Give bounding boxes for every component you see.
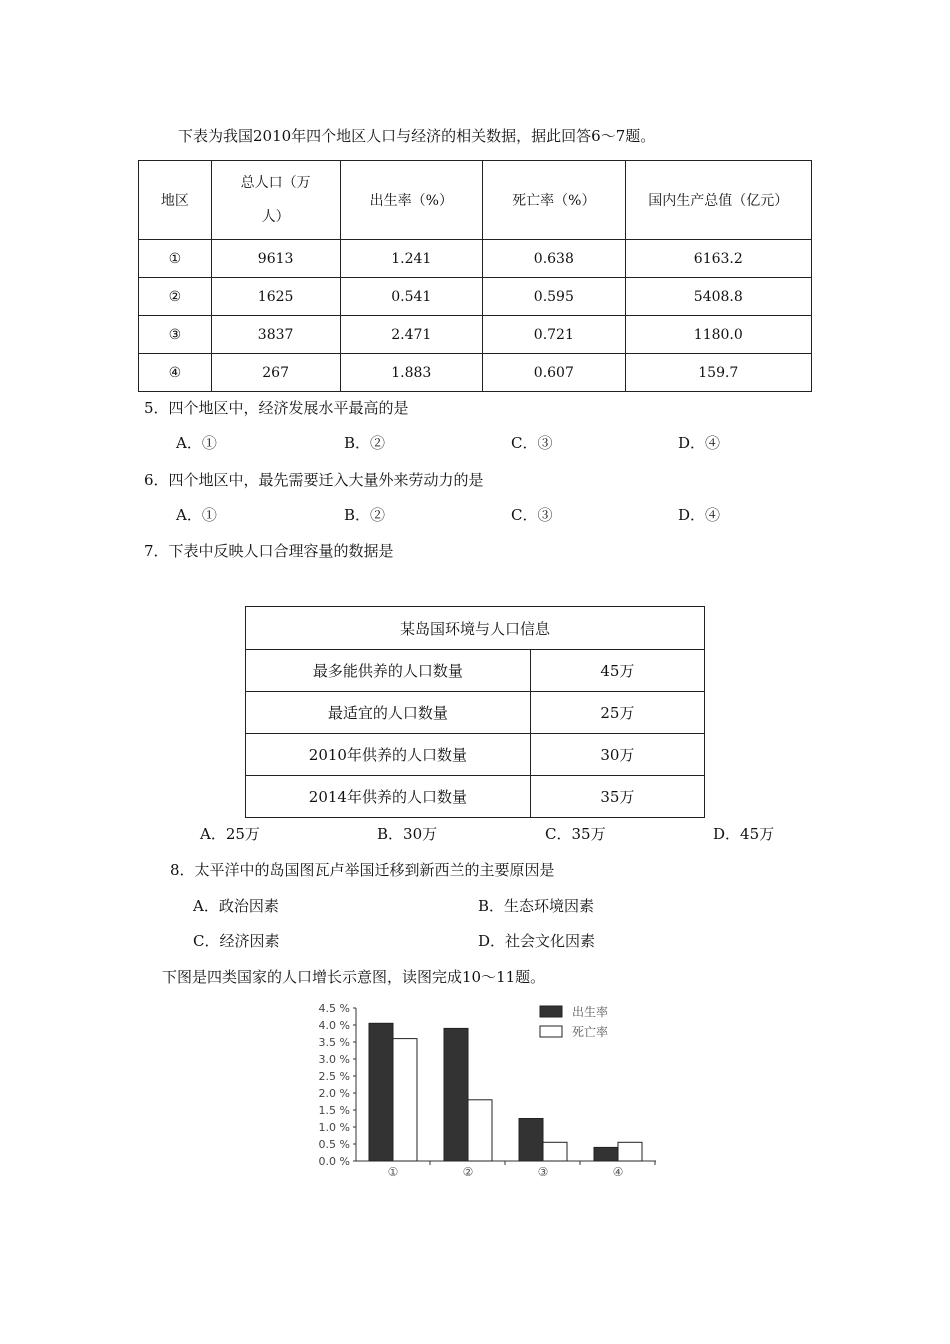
y-tick-label: 0.5 % (318, 1138, 350, 1151)
table-cell: 45万 (530, 650, 704, 692)
question-7-option-a[interactable]: A．25万 (200, 825, 260, 843)
table-cell: 3837 (211, 316, 340, 354)
question-8-option-b[interactable]: B．生态环境因素 (478, 897, 595, 915)
bar-death-rate (618, 1142, 642, 1161)
table-cell: ① (139, 240, 212, 278)
question-6-stem: 6．四个地区中，最先需要迁入大量外来劳动力的是 (144, 471, 484, 489)
table-cell: 0.607 (483, 354, 626, 392)
y-tick-label: 3.5 % (318, 1036, 350, 1049)
legend-swatch (540, 1006, 562, 1017)
question-5-stem: 5．四个地区中，经济发展水平最高的是 (144, 399, 409, 417)
bar-birth-rate (594, 1147, 618, 1161)
question-7-stem: 7．下表中反映人口合理容量的数据是 (144, 542, 394, 560)
table-cell: 2.471 (340, 316, 483, 354)
y-tick-label: 4.5 % (318, 1002, 350, 1015)
header-birth-rate: 出生率（%） (340, 161, 483, 240)
table-row (246, 692, 705, 734)
question-8-option-c[interactable]: C．经济因素 (193, 932, 280, 950)
population-growth-chart (290, 998, 670, 1184)
table-cell: 25万 (530, 692, 704, 734)
table-row (139, 240, 812, 278)
legend-swatch (540, 1026, 562, 1037)
table-cell: 267 (211, 354, 340, 392)
bar-death-rate (468, 1100, 492, 1161)
table-cell: 1625 (211, 278, 340, 316)
table-cell: 1.241 (340, 240, 483, 278)
table-cell: 最多能供养的人口数量 (246, 650, 531, 692)
table-row (246, 776, 705, 818)
table-cell: ③ (139, 316, 212, 354)
bar-death-rate (543, 1142, 567, 1161)
question-7-option-d[interactable]: D．45万 (713, 825, 775, 843)
table-cell: 2010年供养的人口数量 (246, 734, 531, 776)
header-death-rate: 死亡率（%） (483, 161, 626, 240)
question-5-option-a[interactable]: A．① (176, 434, 217, 452)
table-cell: 0.541 (340, 278, 483, 316)
question-8-option-a[interactable]: A．政治因素 (193, 897, 279, 915)
bar-death-rate (393, 1039, 417, 1161)
table-row (139, 316, 812, 354)
table-cell: 5408.8 (625, 278, 811, 316)
y-tick-label: 1.0 % (318, 1121, 350, 1134)
table-row (246, 734, 705, 776)
y-tick-label: 3.0 % (318, 1053, 350, 1066)
question-6-option-b[interactable]: B．② (344, 506, 386, 524)
table-cell: 9613 (211, 240, 340, 278)
table-cell: 35万 (530, 776, 704, 818)
table-cell: 1.883 (340, 354, 483, 392)
question-8-stem: 8．太平洋中的岛国图瓦卢举国迁移到新西兰的主要原因是 (170, 861, 555, 879)
header-population: 总人口（万人） (211, 161, 340, 240)
bar-birth-rate (369, 1023, 393, 1161)
x-tick-label: ③ (537, 1165, 549, 1179)
header-gdp: 国内生产总值（亿元） (625, 161, 811, 240)
y-tick-label: 4.0 % (318, 1019, 350, 1032)
legend-label: 死亡率 (572, 1025, 609, 1039)
y-tick-label: 1.5 % (318, 1104, 350, 1117)
question-5-option-b[interactable]: B．② (344, 434, 386, 452)
question-7-option-b[interactable]: B．30万 (377, 825, 438, 843)
table-cell: 1180.0 (625, 316, 811, 354)
question-6-option-c[interactable]: C．③ (511, 506, 553, 524)
table-cell: ② (139, 278, 212, 316)
table-title: 某岛国环境与人口信息 (246, 607, 705, 650)
table-cell: 2014年供养的人口数量 (246, 776, 531, 818)
table-cell: 最适宜的人口数量 (246, 692, 531, 734)
table-row (139, 278, 812, 316)
table-title-row (246, 607, 705, 650)
table-cell: 6163.2 (625, 240, 811, 278)
y-tick-label: 2.0 % (318, 1087, 350, 1100)
table-cell: ④ (139, 354, 212, 392)
x-tick-label: ① (387, 1165, 399, 1179)
question-5-option-c[interactable]: C．③ (511, 434, 553, 452)
question-5-option-d[interactable]: D．④ (678, 434, 721, 452)
header-region: 地区 (139, 161, 212, 240)
y-tick-label: 0.0 % (318, 1155, 350, 1168)
bar-birth-rate (519, 1119, 543, 1162)
table-cell: 0.638 (483, 240, 626, 278)
table-row (139, 354, 812, 392)
intro-text-1: 下表为我国2010年四个地区人口与经济的相关数据，据此回答6～7题。 (178, 127, 656, 145)
table-cell: 30万 (530, 734, 704, 776)
question-6-option-a[interactable]: A．① (176, 506, 217, 524)
table-cell: 159.7 (625, 354, 811, 392)
table-cell: 0.595 (483, 278, 626, 316)
island-population-table (245, 606, 705, 818)
table-cell: 0.721 (483, 316, 626, 354)
x-tick-label: ② (462, 1165, 474, 1179)
question-7-option-c[interactable]: C．35万 (545, 825, 606, 843)
y-tick-label: 2.5 % (318, 1070, 350, 1083)
question-6-option-d[interactable]: D．④ (678, 506, 721, 524)
question-8-option-d[interactable]: D．社会文化因素 (478, 932, 596, 950)
legend-label: 出生率 (572, 1005, 609, 1019)
bar-birth-rate (444, 1028, 468, 1161)
x-tick-label: ④ (612, 1165, 624, 1179)
table-row (246, 650, 705, 692)
table-header-row (139, 161, 812, 240)
population-economy-table (138, 160, 812, 392)
intro-text-2: 下图是四类国家的人口增长示意图，读图完成10～11题。 (162, 968, 546, 986)
